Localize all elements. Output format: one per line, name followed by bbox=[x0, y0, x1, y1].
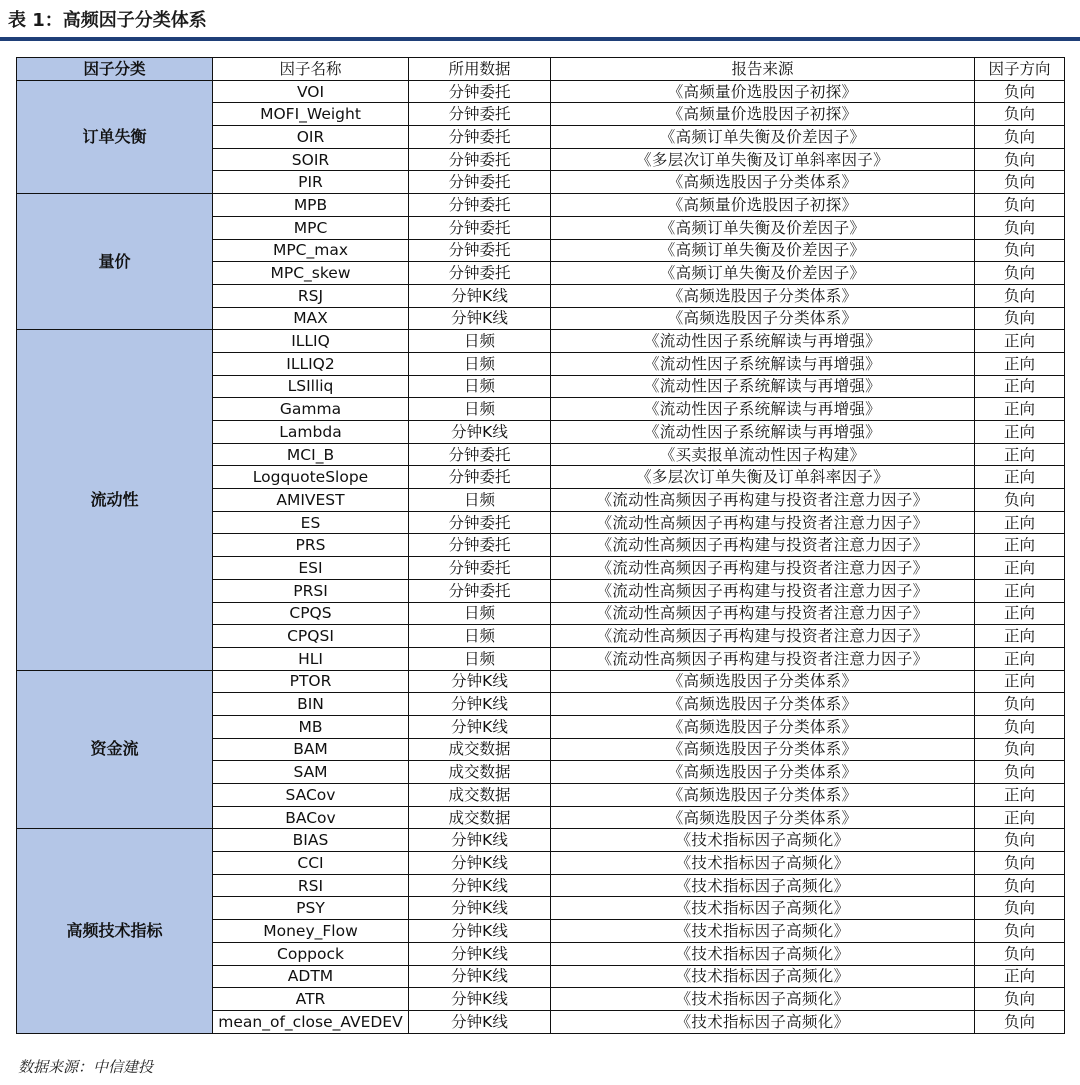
data-used-cell: 分钟委托 bbox=[409, 171, 551, 194]
direction-cell: 负向 bbox=[975, 148, 1065, 171]
category-cell: 量价 bbox=[17, 194, 213, 330]
report-source-cell: 《高频选股因子分类体系》 bbox=[551, 670, 975, 693]
data-used-cell: 分钟委托 bbox=[409, 80, 551, 103]
data-used-cell: 日频 bbox=[409, 330, 551, 353]
factor-name-cell: ESI bbox=[213, 557, 409, 580]
report-source-cell: 《流动性高频因子再构建与投资者注意力因子》 bbox=[551, 625, 975, 648]
direction-cell: 正向 bbox=[975, 965, 1065, 988]
data-used-cell: 日频 bbox=[409, 602, 551, 625]
factor-name-cell: MPC_skew bbox=[213, 262, 409, 285]
report-source-cell: 《流动性因子系统解读与再增强》 bbox=[551, 352, 975, 375]
factor-name-cell: BIN bbox=[213, 693, 409, 716]
direction-cell: 负向 bbox=[975, 307, 1065, 330]
report-source-cell: 《技术指标因子高频化》 bbox=[551, 1010, 975, 1033]
data-used-cell: 日频 bbox=[409, 352, 551, 375]
factor-name-cell: CPQS bbox=[213, 602, 409, 625]
report-source-cell: 《流动性高频因子再构建与投资者注意力因子》 bbox=[551, 579, 975, 602]
data-used-cell: 分钟委托 bbox=[409, 216, 551, 239]
data-used-cell: 分钟K线 bbox=[409, 1010, 551, 1033]
direction-cell: 正向 bbox=[975, 579, 1065, 602]
report-source-cell: 《技术指标因子高频化》 bbox=[551, 852, 975, 875]
factor-name-cell: Lambda bbox=[213, 421, 409, 444]
data-used-cell: 分钟K线 bbox=[409, 829, 551, 852]
direction-cell: 负向 bbox=[975, 693, 1065, 716]
factor-name-cell: BAM bbox=[213, 738, 409, 761]
report-source-cell: 《流动性高频因子再构建与投资者注意力因子》 bbox=[551, 534, 975, 557]
data-used-cell: 分钟K线 bbox=[409, 284, 551, 307]
report-source-cell: 《高频选股因子分类体系》 bbox=[551, 806, 975, 829]
data-used-cell: 分钟K线 bbox=[409, 897, 551, 920]
direction-cell: 正向 bbox=[975, 784, 1065, 807]
direction-cell: 正向 bbox=[975, 534, 1065, 557]
direction-cell: 负向 bbox=[975, 852, 1065, 875]
data-used-cell: 日频 bbox=[409, 647, 551, 670]
report-source-cell: 《技术指标因子高频化》 bbox=[551, 829, 975, 852]
report-source-cell: 《多层次订单失衡及订单斜率因子》 bbox=[551, 466, 975, 489]
direction-cell: 负向 bbox=[975, 284, 1065, 307]
report-source-cell: 《高频选股因子分类体系》 bbox=[551, 715, 975, 738]
report-source-cell: 《多层次订单失衡及订单斜率因子》 bbox=[551, 148, 975, 171]
direction-cell: 正向 bbox=[975, 398, 1065, 421]
data-used-cell: 分钟委托 bbox=[409, 262, 551, 285]
direction-cell: 负向 bbox=[975, 262, 1065, 285]
category-cell: 高频技术指标 bbox=[17, 829, 213, 1033]
direction-cell: 负向 bbox=[975, 1010, 1065, 1033]
data-used-cell: 成交数据 bbox=[409, 806, 551, 829]
direction-cell: 正向 bbox=[975, 511, 1065, 534]
data-used-cell: 分钟K线 bbox=[409, 852, 551, 875]
table-row bbox=[17, 829, 1065, 852]
report-source-cell: 《高频量价选股因子初探》 bbox=[551, 80, 975, 103]
report-source-cell: 《流动性因子系统解读与再增强》 bbox=[551, 398, 975, 421]
factor-name-cell: PIR bbox=[213, 171, 409, 194]
factor-name-cell: MOFI_Weight bbox=[213, 103, 409, 126]
factor-name-cell: ES bbox=[213, 511, 409, 534]
title-divider bbox=[0, 37, 1080, 41]
report-source-cell: 《高频选股因子分类体系》 bbox=[551, 738, 975, 761]
report-source-cell: 《流动性高频因子再构建与投资者注意力因子》 bbox=[551, 602, 975, 625]
factor-name-cell: LogquoteSlope bbox=[213, 466, 409, 489]
header-report-source: 报告来源 bbox=[551, 58, 975, 81]
direction-cell: 负向 bbox=[975, 103, 1065, 126]
factor-name-cell: ILLIQ2 bbox=[213, 352, 409, 375]
data-used-cell: 分钟委托 bbox=[409, 194, 551, 217]
report-source-cell: 《流动性高频因子再构建与投资者注意力因子》 bbox=[551, 647, 975, 670]
data-used-cell: 成交数据 bbox=[409, 784, 551, 807]
direction-cell: 正向 bbox=[975, 625, 1065, 648]
direction-cell: 负向 bbox=[975, 897, 1065, 920]
data-used-cell: 分钟K线 bbox=[409, 421, 551, 444]
factor-name-cell: RSI bbox=[213, 874, 409, 897]
direction-cell: 正向 bbox=[975, 557, 1065, 580]
direction-cell: 负向 bbox=[975, 715, 1065, 738]
direction-cell: 正向 bbox=[975, 466, 1065, 489]
report-source-cell: 《流动性高频因子再构建与投资者注意力因子》 bbox=[551, 511, 975, 534]
report-source-cell: 《高频量价选股因子初探》 bbox=[551, 194, 975, 217]
direction-cell: 正向 bbox=[975, 421, 1065, 444]
data-used-cell: 日频 bbox=[409, 398, 551, 421]
report-source-cell: 《高频订单失衡及价差因子》 bbox=[551, 239, 975, 262]
data-used-cell: 分钟委托 bbox=[409, 443, 551, 466]
table-header-row bbox=[17, 58, 1065, 81]
direction-cell: 负向 bbox=[975, 920, 1065, 943]
factor-name-cell: ATR bbox=[213, 988, 409, 1011]
direction-cell: 负向 bbox=[975, 738, 1065, 761]
table-body bbox=[17, 80, 1065, 1033]
direction-cell: 负向 bbox=[975, 988, 1065, 1011]
factor-name-cell: MAX bbox=[213, 307, 409, 330]
factor-name-cell: SAM bbox=[213, 761, 409, 784]
table-title: 表 1：高频因子分类体系 bbox=[8, 10, 207, 31]
direction-cell: 负向 bbox=[975, 171, 1065, 194]
factor-name-cell: VOI bbox=[213, 80, 409, 103]
data-used-cell: 日频 bbox=[409, 375, 551, 398]
report-source-cell: 《高频选股因子分类体系》 bbox=[551, 693, 975, 716]
direction-cell: 正向 bbox=[975, 670, 1065, 693]
report-source-cell: 《流动性因子系统解读与再增强》 bbox=[551, 330, 975, 353]
data-used-cell: 分钟委托 bbox=[409, 466, 551, 489]
factor-name-cell: Coppock bbox=[213, 942, 409, 965]
category-cell: 流动性 bbox=[17, 330, 213, 670]
direction-cell: 负向 bbox=[975, 126, 1065, 149]
data-used-cell: 分钟委托 bbox=[409, 557, 551, 580]
direction-cell: 正向 bbox=[975, 806, 1065, 829]
direction-cell: 正向 bbox=[975, 443, 1065, 466]
report-source-cell: 《高频选股因子分类体系》 bbox=[551, 761, 975, 784]
direction-cell: 负向 bbox=[975, 194, 1065, 217]
report-source-cell: 《技术指标因子高频化》 bbox=[551, 897, 975, 920]
report-source-cell: 《技术指标因子高频化》 bbox=[551, 965, 975, 988]
report-source-cell: 《高频订单失衡及价差因子》 bbox=[551, 262, 975, 285]
factor-name-cell: Gamma bbox=[213, 398, 409, 421]
direction-cell: 正向 bbox=[975, 602, 1065, 625]
category-cell: 资金流 bbox=[17, 670, 213, 829]
report-source-cell: 《流动性因子系统解读与再增强》 bbox=[551, 375, 975, 398]
header-data-used: 所用数据 bbox=[409, 58, 551, 81]
direction-cell: 正向 bbox=[975, 330, 1065, 353]
factor-name-cell: MPC bbox=[213, 216, 409, 239]
report-source-cell: 《技术指标因子高频化》 bbox=[551, 988, 975, 1011]
direction-cell: 负向 bbox=[975, 829, 1065, 852]
factor-name-cell: PSY bbox=[213, 897, 409, 920]
report-source-cell: 《高频订单失衡及价差因子》 bbox=[551, 126, 975, 149]
header-category: 因子分类 bbox=[17, 58, 213, 81]
factor-name-cell: PRSI bbox=[213, 579, 409, 602]
factor-name-cell: RSJ bbox=[213, 284, 409, 307]
data-used-cell: 分钟K线 bbox=[409, 307, 551, 330]
data-used-cell: 日频 bbox=[409, 489, 551, 512]
data-used-cell: 分钟K线 bbox=[409, 693, 551, 716]
data-used-cell: 分钟委托 bbox=[409, 126, 551, 149]
factor-name-cell: MPB bbox=[213, 194, 409, 217]
header-direction: 因子方向 bbox=[975, 58, 1065, 81]
factor-name-cell: MB bbox=[213, 715, 409, 738]
report-source-cell: 《高频选股因子分类体系》 bbox=[551, 307, 975, 330]
factor-name-cell: AMIVEST bbox=[213, 489, 409, 512]
data-used-cell: 分钟委托 bbox=[409, 148, 551, 171]
factor-name-cell: CCI bbox=[213, 852, 409, 875]
data-used-cell: 分钟K线 bbox=[409, 920, 551, 943]
factor-name-cell: BIAS bbox=[213, 829, 409, 852]
report-source-cell: 《高频订单失衡及价差因子》 bbox=[551, 216, 975, 239]
direction-cell: 正向 bbox=[975, 352, 1065, 375]
direction-cell: 负向 bbox=[975, 942, 1065, 965]
factor-name-cell: ILLIQ bbox=[213, 330, 409, 353]
data-source-note: 数据来源：中信建投 bbox=[18, 1058, 154, 1076]
table-row bbox=[17, 80, 1065, 103]
data-used-cell: 成交数据 bbox=[409, 738, 551, 761]
data-used-cell: 分钟K线 bbox=[409, 965, 551, 988]
report-source-cell: 《流动性高频因子再构建与投资者注意力因子》 bbox=[551, 489, 975, 512]
table-row bbox=[17, 194, 1065, 217]
factor-name-cell: OIR bbox=[213, 126, 409, 149]
factor-name-cell: MPC_max bbox=[213, 239, 409, 262]
data-used-cell: 分钟委托 bbox=[409, 239, 551, 262]
report-source-cell: 《流动性因子系统解读与再增强》 bbox=[551, 421, 975, 444]
report-source-cell: 《高频量价选股因子初探》 bbox=[551, 103, 975, 126]
data-used-cell: 分钟委托 bbox=[409, 579, 551, 602]
report-source-cell: 《技术指标因子高频化》 bbox=[551, 874, 975, 897]
data-used-cell: 分钟K线 bbox=[409, 942, 551, 965]
data-used-cell: 分钟K线 bbox=[409, 874, 551, 897]
factor-name-cell: mean_of_close_AVEDEV bbox=[213, 1010, 409, 1033]
factor-name-cell: ADTM bbox=[213, 965, 409, 988]
direction-cell: 负向 bbox=[975, 761, 1065, 784]
report-source-cell: 《买卖报单流动性因子构建》 bbox=[551, 443, 975, 466]
factor-name-cell: LSIlliq bbox=[213, 375, 409, 398]
direction-cell: 负向 bbox=[975, 239, 1065, 262]
factor-name-cell: Money_Flow bbox=[213, 920, 409, 943]
category-cell: 订单失衡 bbox=[17, 80, 213, 193]
header-factor-name: 因子名称 bbox=[213, 58, 409, 81]
report-source-cell: 《高频选股因子分类体系》 bbox=[551, 784, 975, 807]
data-used-cell: 分钟K线 bbox=[409, 988, 551, 1011]
direction-cell: 正向 bbox=[975, 647, 1065, 670]
report-source-cell: 《高频选股因子分类体系》 bbox=[551, 171, 975, 194]
factor-name-cell: PTOR bbox=[213, 670, 409, 693]
direction-cell: 负向 bbox=[975, 216, 1065, 239]
factor-name-cell: HLI bbox=[213, 647, 409, 670]
factor-name-cell: CPQSI bbox=[213, 625, 409, 648]
table-row bbox=[17, 330, 1065, 353]
factor-name-cell: BACov bbox=[213, 806, 409, 829]
report-source-cell: 《技术指标因子高频化》 bbox=[551, 920, 975, 943]
factor-name-cell: SOIR bbox=[213, 148, 409, 171]
data-used-cell: 分钟委托 bbox=[409, 511, 551, 534]
data-used-cell: 成交数据 bbox=[409, 761, 551, 784]
direction-cell: 正向 bbox=[975, 375, 1065, 398]
direction-cell: 负向 bbox=[975, 489, 1065, 512]
data-used-cell: 分钟委托 bbox=[409, 534, 551, 557]
factor-name-cell: SACov bbox=[213, 784, 409, 807]
data-used-cell: 分钟K线 bbox=[409, 715, 551, 738]
factor-classification-table bbox=[16, 57, 1065, 1034]
report-source-cell: 《高频选股因子分类体系》 bbox=[551, 284, 975, 307]
report-source-cell: 《流动性高频因子再构建与投资者注意力因子》 bbox=[551, 557, 975, 580]
factor-name-cell: PRS bbox=[213, 534, 409, 557]
report-source-cell: 《技术指标因子高频化》 bbox=[551, 942, 975, 965]
data-used-cell: 分钟K线 bbox=[409, 670, 551, 693]
direction-cell: 负向 bbox=[975, 874, 1065, 897]
factor-name-cell: MCI_B bbox=[213, 443, 409, 466]
data-used-cell: 日频 bbox=[409, 625, 551, 648]
direction-cell: 负向 bbox=[975, 80, 1065, 103]
table-row bbox=[17, 670, 1065, 693]
data-used-cell: 分钟委托 bbox=[409, 103, 551, 126]
